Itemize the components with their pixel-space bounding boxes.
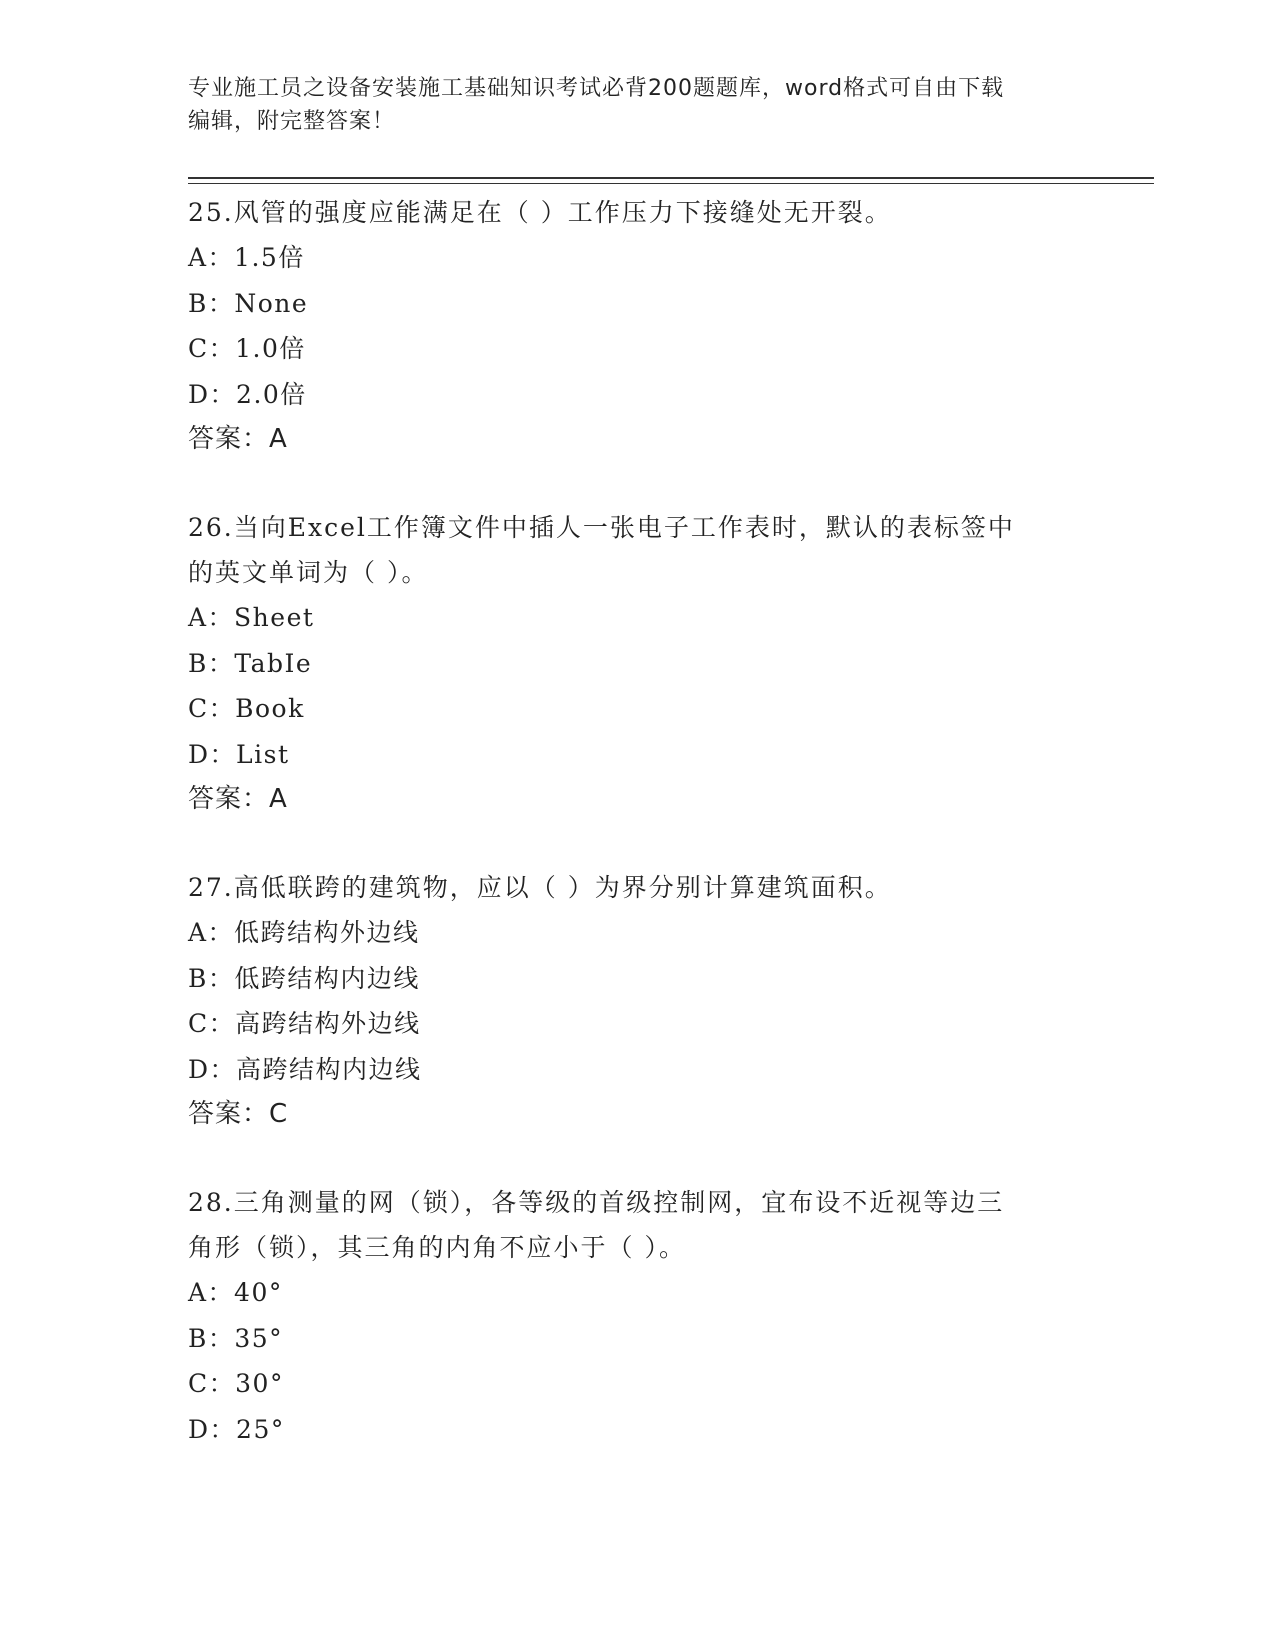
answer-key: 答案：A [188,784,288,814]
answer-option: C：Book [188,694,305,723]
answer-key: 答案：A [188,424,288,454]
question-block [188,505,1088,822]
question-stem: 的英文单词为（ ）。 [188,558,429,587]
document-header [188,72,1068,138]
answer-option: C：30° [188,1369,284,1398]
answer-option: D：高跨结构内边线 [188,1054,422,1084]
question-block [188,190,1088,462]
answer-option: A：Sheet [188,603,315,632]
answer-key: 答案：C [188,1099,289,1129]
answer-option: B：35° [188,1323,284,1353]
question-stem: 26.当向Excel工作簿文件中插人一张电子工作表时，默认的表标签中 [188,513,1015,542]
header-line-1: 专业施工员之设备安装施工基础知识考试必背200题题库，word格式可自由下载 [188,76,1005,101]
question-stem: 27.高低联跨的建筑物，应以（ ）为界分别计算建筑面积。 [188,873,892,902]
answer-option: D：2.0倍 [188,379,307,409]
header-divider-thin [188,183,1154,184]
answer-option: C：1.0倍 [188,334,306,363]
answer-option: D：25° [188,1414,285,1444]
answer-option: C：高跨结构外边线 [188,1009,421,1038]
question-stem: 25.风管的强度应能满足在（ ）工作压力下接缝处无开裂。 [188,198,892,227]
answer-option: B：低跨结构内边线 [188,963,420,993]
answer-option: B：TabIe [188,648,313,678]
question-list [188,190,1088,1452]
answer-option: A：1.5倍 [188,243,305,272]
answer-option: D：List [188,739,290,769]
answer-option: A：低跨结构外边线 [188,918,420,947]
header-divider-thick [188,177,1154,179]
header-line-2: 编辑，附完整答案！ [188,109,396,134]
question-stem: 角形（锁），其三角的内角不应小于（ ）。 [188,1233,686,1262]
question-block [188,1180,1088,1452]
question-stem: 28.三角测量的网（锁），各等级的首级控制网，宜布设不近视等边三 [188,1188,1005,1217]
answer-option: B：None [188,288,309,318]
answer-option: A：40° [188,1278,283,1307]
question-block [188,865,1088,1137]
